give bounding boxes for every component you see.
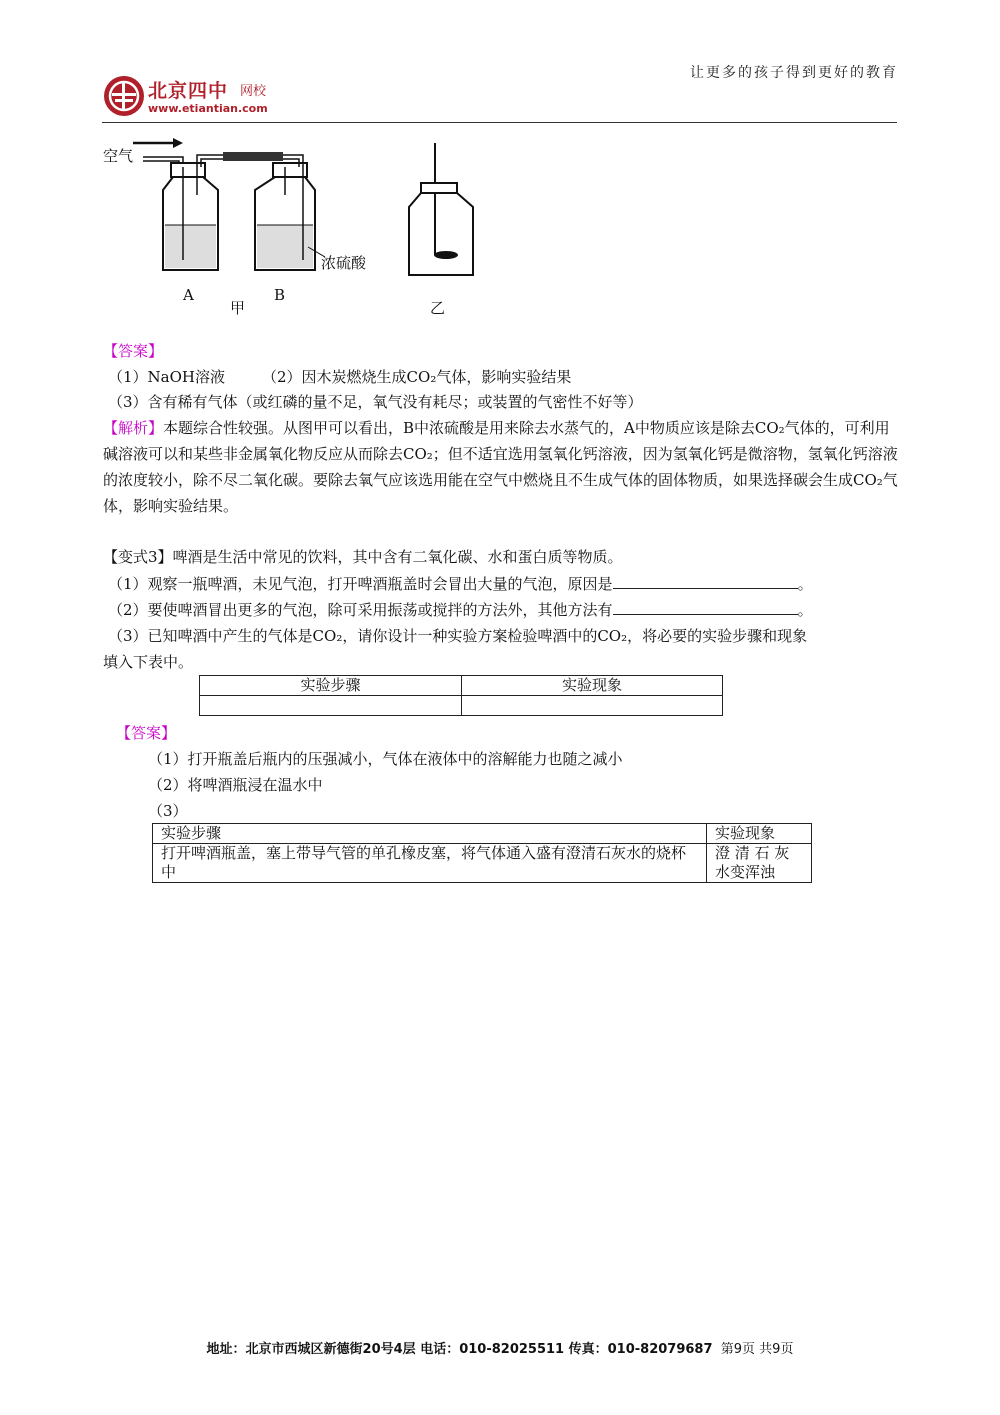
- figure-yi-label: 乙: [430, 299, 446, 317]
- variant3-q1: [108, 571, 813, 597]
- answer-experiment-table: [152, 823, 812, 883]
- q2-text: （2）要使啤酒冒出更多的气泡，除可采用振荡或搅拌的方法外，其他方法有: [108, 601, 613, 619]
- analysis-paragraph: [103, 415, 898, 519]
- variant3-answer1: （1）打开瓶盖后瓶内的压强减小，气体在液体中的溶解能力也随之减小: [148, 750, 623, 768]
- figure-bottle-b: B: [274, 286, 286, 304]
- logo-name: 北京四中: [148, 80, 229, 102]
- answer-line1-b: （2）因木炭燃烧生成CO₂气体，影响实验结果: [262, 368, 572, 386]
- q2-answer-blank[interactable]: [613, 598, 798, 615]
- variant3-q3-line2: 填入下表中。: [103, 653, 194, 671]
- footer-address: 地址：北京市西城区新德街20号4层 电话：010-82025511 传真：010-82079687: [206, 1342, 713, 1357]
- analysis-tag: 【解析】: [103, 419, 164, 437]
- answer-table-header-step: 实验步骤: [153, 824, 707, 844]
- q1-text: （1）观察一瓶啤酒，未见气泡，打开啤酒瓶盖时会冒出大量的气泡，原因是: [108, 575, 613, 593]
- apparatus-figure: [103, 135, 503, 320]
- table-header-step: 实验步骤: [200, 676, 462, 696]
- q1-answer-blank[interactable]: [613, 572, 798, 589]
- variant3-answer3: （3）: [148, 802, 188, 820]
- q1-end: 。: [797, 575, 813, 593]
- footer-page: 第9页 共9页: [720, 1342, 794, 1357]
- variant3-answer-tag: 【答案】: [116, 724, 177, 742]
- logo-url: www.etiantian.com: [148, 102, 268, 115]
- q2-end: 。: [797, 601, 813, 619]
- figure-bottle-a: A: [183, 286, 194, 304]
- figure-acid-label: 浓硫酸: [321, 254, 367, 272]
- school-logo-icon: [102, 74, 146, 118]
- answer-line2: （3）含有稀有气体（或红磷的量不足，氧气没有耗尽；或装置的气密性不好等）: [108, 393, 643, 411]
- page-footer: [0, 1338, 1000, 1357]
- answer-table-phenomenon: 澄 清 石 灰 水变浑浊: [707, 844, 812, 883]
- variant3-title: 【变式3】啤酒是生活中常见的饮料，其中含有二氧化碳、水和蛋白质等物质。: [103, 548, 623, 566]
- answer-tag: 【答案】: [103, 342, 164, 360]
- answer-table-header-phenomenon: 实验现象: [707, 824, 812, 844]
- logo-sub: 网校: [240, 84, 267, 99]
- header-slogan: 让更多的孩子得到更好的教育: [690, 65, 898, 81]
- answer-line1-a: （1）NaOH溶液: [108, 368, 225, 386]
- analysis-text: 本题综合性较强。从图甲可以看出，B中浓硫酸是用来除去水蒸气的，A中物质应该是除去CO₂气体的，可利用碱溶液可以和某些非金属氧化物反应从而除去CO₂；但不适宜选用氢氧化钙溶液，因为氢氧化钙是微溶物，氢氧化钙溶液的浓度较小，除不尽二氧化碳。要除去氧气应该选用能在空气中燃烧且不生成气体的固体物质，如果选择碳会生成CO₂气体，影响实验结果。: [103, 419, 898, 515]
- table-cell-step[interactable]: [200, 696, 462, 716]
- figure-jia-label: 甲: [230, 299, 246, 317]
- variant3-q3-line1: （3）已知啤酒中产生的气体是CO₂，请你设计一种实验方案检验啤酒中的CO₂，将必要的实验步骤和现象: [108, 627, 808, 645]
- answer-table-step: 打开啤酒瓶盖，塞上带导气管的单孔橡皮塞，将气体通入盛有澄清石灰水的烧杯中: [153, 844, 707, 883]
- empty-experiment-table: [199, 675, 723, 716]
- header-divider: [102, 122, 897, 123]
- table-header-phenomenon: 实验现象: [462, 676, 723, 696]
- table-cell-phenomenon[interactable]: [462, 696, 723, 716]
- figure-air-label: 空气: [103, 147, 134, 165]
- variant3-q2: [108, 597, 813, 623]
- variant3-answer2: （2）将啤酒瓶浸在温水中: [148, 776, 323, 794]
